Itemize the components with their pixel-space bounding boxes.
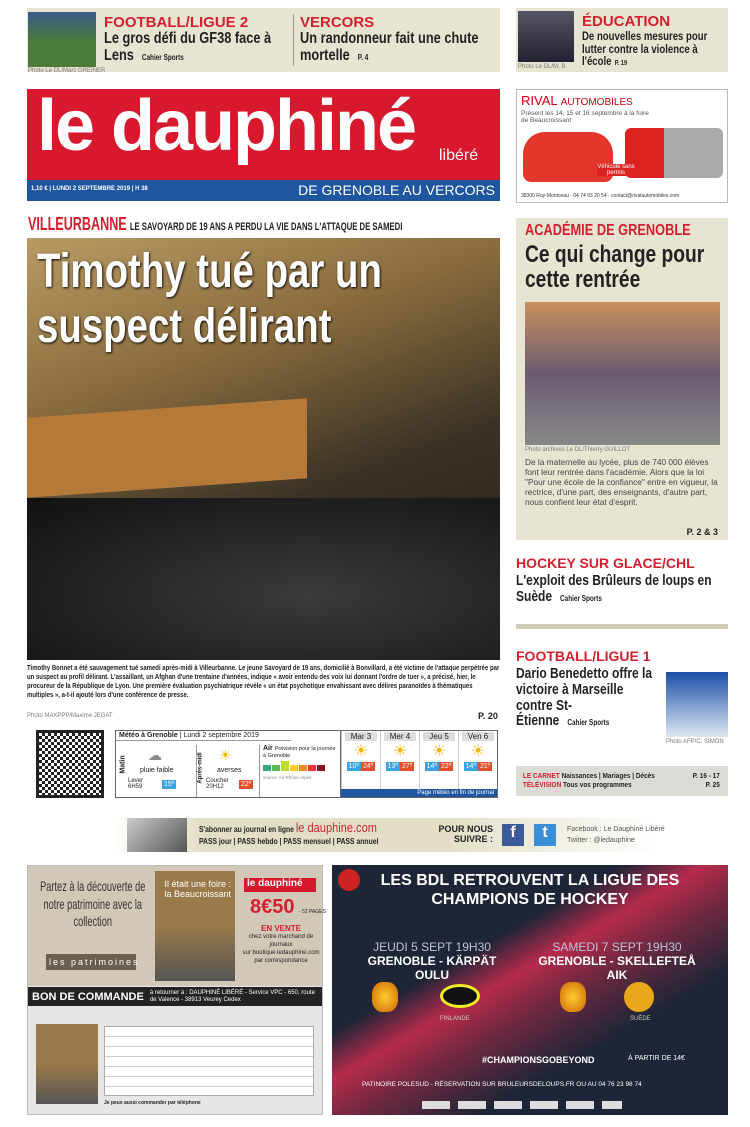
edition-bar (27, 180, 500, 201)
facebook-icon[interactable]: f (502, 824, 524, 846)
order-bar (28, 987, 322, 1006)
page-ref: P. 4 (357, 52, 369, 62)
temp-min: 10º (348, 763, 359, 770)
order-form[interactable] (104, 1026, 314, 1096)
tv-text: Tous vos programmes (563, 780, 632, 789)
kicker: FOOTBALL/LIGUE 1 (516, 648, 651, 664)
air-source: source: Air Rhône-Alpes (263, 775, 312, 780)
pass-list[interactable]: PASS jour | PASS hebdo | PASS mensuel | PASS annuel (199, 837, 379, 846)
kicker: FOOTBALL/LIGUE 2 (104, 14, 249, 31)
weather-title: Météo à Grenoble (119, 732, 178, 739)
temp-max: 22º (441, 763, 452, 770)
match: GRENOBLE - KÄRPÄT OULU (367, 954, 497, 982)
forecast-day (341, 731, 380, 789)
subscribe-text: S'abonner au journal en ligne (199, 825, 294, 834)
day-label: Mar 3 (345, 732, 377, 741)
teaser-photo (518, 11, 574, 62)
teaser-photo (28, 12, 96, 67)
day-label: Ven 6 (462, 732, 494, 741)
truck-icon (625, 128, 723, 178)
photo-credit: Photo MAXPPP/Maxime JEGAT (27, 713, 113, 719)
sun-icon: ☀ (353, 743, 369, 760)
hashtag: #CHAMPIONSGOBEYOND (482, 1055, 595, 1065)
page-ref: P. 20 (478, 711, 498, 721)
ad-brand: RIVAL (521, 93, 558, 108)
teaser-vercors[interactable] (300, 14, 495, 65)
academie-box[interactable] (516, 218, 728, 540)
order-title: BON DE COMMANDE (32, 990, 144, 1003)
foot1-photo (666, 672, 728, 737)
hockey-teaser[interactable] (516, 555, 728, 615)
bdl-logo-icon (560, 982, 586, 1012)
book-cover-small (36, 1024, 98, 1104)
page-ref: Cahier Sports (567, 718, 610, 728)
kicker: ACADÉMIE DE GRENOBLE (525, 222, 691, 239)
teaser-football[interactable] (104, 14, 290, 65)
logo-sub: libéré (439, 147, 479, 164)
page-ref: P. 16 - 17 (692, 771, 720, 780)
football-l1-teaser[interactable] (516, 648, 728, 753)
day-label: Jeu 5 (423, 732, 455, 741)
karpat-logo-icon (440, 984, 480, 1008)
price: À PARTIR DE 14€ (628, 1055, 685, 1062)
photo-credit: Photo archives Le DL/Thierry GUILLOT (525, 447, 631, 453)
match-date: JEUDI 5 SEPT 19H30 (373, 940, 491, 954)
page-ref: Cahier Sports (141, 52, 184, 62)
teaser-title-block (300, 31, 492, 65)
price: 8€50 (250, 896, 295, 918)
air-quality (259, 745, 340, 797)
academie-body: De la maternelle au lycée, plus de 740 000 élèves font leur rentrée dans l'académie. Alors que la loi "Pour une école de la confiance" entre en vigueur, la rectrice, d'une part, des enseignants, d'autre part, nous confient leur état d'esprit. (525, 457, 718, 507)
sun-icon: ☀ (431, 743, 447, 760)
ad-patrimoine[interactable] (27, 865, 326, 1115)
sale-option: sur boutique.ledauphine.com (242, 949, 320, 956)
weather-box: Météo à Grenoble | Lundi 2 septembre 2019 Matin ☁ pluie faible Lever 6H59 15º Après-midi ☀ averses Coucher 20H12 22º Air Prévision pour la journée à Grenoble source: Air Rhône-Alpes Mar 3 ☀ 10º 24º Mer 4 ☀ 13º 27º Jeu 5 ☀ 14º 22º Ven 6 ☀ 14º 21º Page météo en fin de journal (115, 730, 498, 798)
sunset: Coucher 20H12 (206, 778, 229, 790)
country: FINLANDE (440, 1016, 470, 1022)
facebook-text: Facebook : Le Dauphiné Libéré (567, 826, 665, 833)
twitter-icon[interactable]: t (534, 824, 556, 846)
forecast-day (458, 731, 497, 789)
page-ref: Cahier Sports (560, 593, 602, 603)
phone-order: Je peux aussi commander par téléphone (104, 1100, 201, 1106)
temp-max: 27º (402, 763, 413, 770)
devices-icon (127, 818, 187, 852)
kicker: VILLEURBANNE (28, 214, 127, 234)
sale-option: chez votre marchand de journaux (248, 934, 314, 949)
foot1-title-block (516, 666, 658, 729)
temp: 15º (164, 781, 175, 788)
ad-brand2: AUTOMOBILES (560, 97, 633, 108)
sun-cloud-icon: ☀ (219, 747, 232, 763)
temp-max: 21º (480, 763, 491, 770)
temp-min: 14º (426, 763, 437, 770)
lead-body: Timothy Bonnet a été sauvagement tué samedi après-midi à Villeurbanne. Le jeune Savoyard de 19 ans, domicilié à Bonvillard, a été victime de l'attaque perpétrée par un suspect au profil délirant. L'assaillant, un Afghan d'une trentaine d'années, indique « avoir entendu des voix lui donnant l'ordre de tuer », a précisé, hier, le procureur de la République de Lyon. Une première évaluation psychiatrique révèle « un état psychotique envahissant avec délires paranoïdes à thématiques multiples », a-t-il ajouté lors d'une conférence de presse. (27, 663, 500, 699)
camera-crowd (27, 498, 500, 660)
subscribe-band[interactable] (27, 818, 728, 852)
sale: EN VENTE (260, 924, 301, 933)
order-address: à retourner à : DAUPHINÉ LIBÉRÉ - Service VPC - 650, route de Valence - 38913 Veurey Cedex (149, 989, 315, 1003)
forecast-day (380, 731, 419, 789)
mini-logo: le dauphiné (244, 878, 316, 892)
foot1-title: Dario Benedetto offre la victoire à Marseille contre St-Étienne (516, 665, 653, 730)
sale-option: par correspondance (254, 957, 308, 964)
country: SUÈDE (630, 1016, 651, 1022)
weather-desc: averses (217, 767, 242, 774)
book-cover: Il était une foire : la Beaucroissant (155, 871, 235, 981)
carnet-kicker: LE CARNET (522, 771, 560, 780)
sunrise: Lever 6H59 (128, 778, 144, 790)
temp-max: 24º (363, 763, 374, 770)
ad-rival-automobiles[interactable] (516, 89, 728, 203)
photo-credit: Photo AFP/C. SIMON (666, 739, 724, 745)
temp-min: 14º (465, 763, 476, 770)
sun-icon: ☀ (470, 743, 486, 760)
weather-footer[interactable]: Page météo en fin de journal (341, 789, 497, 797)
qr-code[interactable] (36, 730, 104, 798)
venue-info: PATINOIRE POLESUD - RÉSERVATION SUR BRULEURSDELOUPS.FR OU AU 04 76 23 98 74 (362, 1081, 642, 1088)
kicker: HOCKEY SUR GLACE/CHL (516, 555, 695, 571)
tv-kicker: TÉLÉVISION (522, 780, 562, 789)
cloud-rain-icon: ☁ (148, 747, 162, 763)
site-link[interactable]: le dauphine.com (295, 820, 377, 835)
match: GRENOBLE - SKELLEFTEÅ AIK (538, 954, 696, 982)
ad-contact: 38300 Ruy-Montceau · 04 74 93 20 54 · contact@rivalautomobiles.com (521, 193, 680, 199)
pages: - 52 PAGES (298, 909, 326, 915)
weather-afternoon (196, 745, 258, 797)
subkicker: LE SAVOYARD DE 19 ANS A PERDU LA VIE DANS L'ATTAQUE DE SAMEDI (129, 221, 403, 233)
press-table (27, 398, 307, 498)
temp: 22º (241, 781, 252, 788)
teaser-title: Un randonneur fait une chute mortelle (300, 30, 479, 64)
forecast-day (419, 731, 458, 789)
ad-hockey-chl[interactable] (332, 865, 728, 1115)
page-ref: P. 25 (705, 780, 720, 789)
ad-title: Partez à la découverte de notre patrimoine avec la collection (40, 878, 146, 929)
temp-min: 13º (387, 763, 398, 770)
day-label: Mer 4 (384, 732, 416, 741)
kicker: VERCORS (300, 14, 375, 31)
carnet-box[interactable] (516, 766, 728, 796)
lead-kicker-line (28, 214, 497, 235)
bdl-logo-icon (372, 982, 398, 1012)
logo-title: le dauphiné (37, 86, 416, 166)
twitter-text: Twitter : @ledauphine (567, 837, 635, 844)
ad-badge: Véhicule sans permis (597, 164, 635, 176)
weather-date: Lundi 2 septembre 2019 (183, 732, 259, 739)
academie-title: Ce qui change pour cette rentrée (525, 241, 705, 294)
skelleftea-logo-icon (624, 982, 654, 1012)
page-ref: P. 2 & 3 (686, 527, 718, 537)
ad-text: Présent les 14, 15 et 16 septembre à la foire de Beaucroissant (521, 110, 649, 124)
follow-label: POUR NOUS SUIVRE : (438, 824, 493, 844)
teaser-title-block (104, 31, 290, 65)
edition-name: DE GRENOBLE AU VERCORS (298, 182, 495, 198)
kicker: ÉDUCATION (582, 13, 671, 30)
academie-photo (525, 302, 720, 445)
collection-label: les patrimoines (46, 954, 136, 970)
weather-morning (118, 745, 196, 797)
page-ref: P. 19 (614, 60, 628, 68)
teaser-title-block (582, 30, 726, 68)
issue-info: 1,10 € | LUNDI 2 SEPTEMBRE 2019 | H 38 (31, 186, 148, 192)
sun-icon: ☀ (392, 743, 408, 760)
photo-credit: Photo Le DL/M. B. (518, 64, 568, 70)
teaser-education[interactable] (516, 8, 728, 72)
photo-credit: Photo Le DL/Marc GREINER (28, 68, 106, 74)
chl-logo (338, 869, 360, 891)
lead-headline: Timothy tué par un suspect délirant (37, 245, 382, 354)
air-text: Prévision pour la journée à Grenoble (263, 746, 336, 759)
lead-photo[interactable] (27, 238, 500, 660)
label: Après-midi (197, 752, 204, 784)
ad-title: LES BDL RETROUVENT LA LIGUE DES CHAMPIONS DE HOCKEY (380, 872, 680, 909)
masthead[interactable] (27, 86, 500, 201)
label: Air (263, 745, 273, 752)
carnet-text: Naissances | Mariages | Décès (561, 771, 655, 780)
air-scale (263, 765, 340, 771)
hockey-title: L'exploit des Brûleurs de loups en Suède (516, 572, 712, 605)
label: Matin (119, 755, 127, 774)
teaser-title: Le gros défi du GF38 face à Lens (104, 30, 272, 64)
match-date: SAMEDI 7 SEPT 19H30 (552, 940, 682, 954)
sponsor-bar (422, 1101, 622, 1109)
teaser-title: De nouvelles mesures pour lutter contre la violence à l'école (582, 29, 708, 69)
weather-desc: pluie faible (140, 767, 174, 774)
hockey-title-block (516, 573, 728, 605)
